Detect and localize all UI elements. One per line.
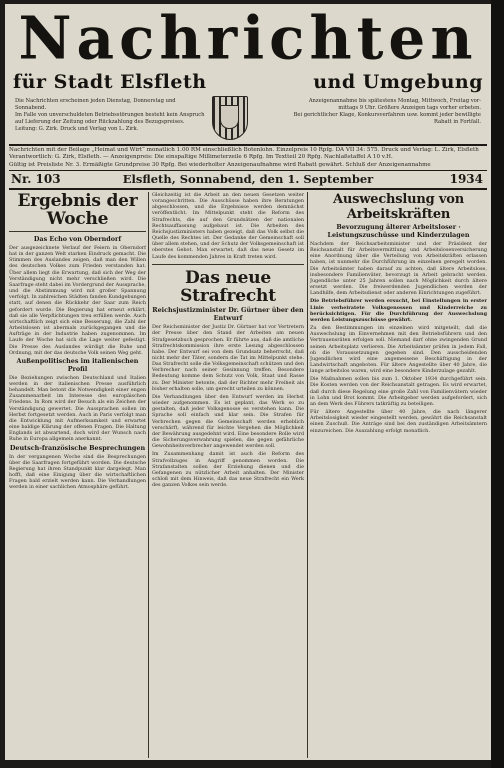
heading-criminal-law: Das neue Strafrecht (180, 268, 276, 307)
year: 1934 (449, 172, 483, 186)
strip-line: Verantwortlich: G. Zirk, Elsfleth. — Anzeigenpreis: Die einspaltige Millimeterzeile 6 Rpfg. Im Textteil 20 Rpfg. Nachlaßstaffel A 10 v.H. (9, 154, 393, 161)
dateline (9, 172, 487, 187)
strip-line: Nachrichten mit der Beilage „Heimat und Wirt“ monatlich 1.00 RM einschließlich Botenlohn. Einzelpreis 10 Rpfg. DA VII 34: 575. Druck und Verlag: L. Zirk, Elsfleth (9, 147, 479, 153)
info-line: Die Nachrichten erscheinen jeden Dienstag, Donnerstag und Sonnabend. (15, 98, 176, 111)
article-text: Zu den Bestimmungen im einzelnen wird mitgeteilt, daß die Auswechslung im Einvernehmen mit den Betriebsführern und den Vertrauensräten erfolgen soll. Niemand darf ohne zwingenden Grund seinen Arbeitsplatz verlieren. Die Arbeitsämter prüfen in jedem Fall, ob die Voraussetzungen gegeben sind. Den ausscheidenden Jugendlichen wird eine angemessene Beschäftigung in der Landwirtschaft angeboten. Für ältere Angestellte über 40 Jahre, die lange arbeitslos waren, wird eine besondere Kinderzulage gezahlt. (310, 325, 487, 375)
date-place: Elsfleth, Sonnabend, den 1. September (122, 172, 374, 186)
strip-line: Gültig ist Preisliste Nr. 3. Ermäßigte Grundpreise 30 Rpfg. Bei wiederholter Anzeigenaufnahme wird Rabatt gewährt. Schluß der Anzeigenannahme (9, 161, 431, 168)
subheading: Das Echo von Oberndorf (33, 235, 122, 243)
info-line: Bei gerichtlicher Klage, Konkursverfahren usw. kommt jeder bewilligte (293, 112, 481, 118)
article-text: Der ausgezeichnete Verlauf der Feiern in Oberndorf hat in der ganzen Welt starken Eindruck gemacht. Die Stimmen des Auslandes zeigen, daß man den Willen des deutschen Volkes zum Frieden verstanden hat. Über allem liegt die Erwartung, daß sich der Weg der Verständigung nicht mehr verschließen wird. Die Saarfrage steht dabei im Vordergrund der Aussprache, und die Abstimmung wird mit großer Spannung verfolgt. In zahlreichen Städten fanden Kundgebungen statt, auf denen die Rückkehr der Saar zum Reich gefordert wurde. Die Regierung hat erneut erklärt, daß sie alle Verpflichtungen treu erfüllen werde. Auch wirtschaftlich zeigt sich eine Besserung, die Zahl der Arbeitslosen ist abermals zurückgegangen und die Aufträge in der Industrie haben zugenommen. Im Laufe der Woche hat sich die Lage weiter gefestigt. Die Presse des Auslandes würdigt die Ruhe und Ordnung, mit der das deutsche Volk seinen Weg geht. (9, 245, 146, 356)
info-line: Rabatt in Fortfall. (434, 119, 481, 125)
article-text: Nachdem der Reichsarbeitsminister und der Präsident der Reichsanstalt für Arbeitsvermittlung und Arbeitslosenversicherung eine Anordnung über die Verteilung von Arbeitskräften erlassen haben, ist nunmehr die Durchführung im einzelnen geregelt worden. Die Arbeitsämter haben darauf zu achten, daß ältere Arbeitslose, insbesondere Familienväter, bevorzugt in Arbeit gebracht werden. Jugendliche unter 25 Jahren sollen nach Möglichkeit durch ältere ersetzt werden. Die freiwerdenden Jugendlichen werden der Landhilfe, dem Arbeitsdienst oder anderen Einrichtungen zugeführt. (310, 241, 487, 297)
article-text: Die Beziehungen zwischen Deutschland und Italien werden in der italienischen Presse ausführlich behandelt. Man betont die Notwendigkeit einer engen Zusammenarbeit im Interesse des europäischen Friedens. In Rom wird der Besuch als ein Zeichen der Verständigung gewertet. Die Aussprachen sollen im Herbst fortgesetzt werden. Auch in Paris verfolgt man die Entwicklung mit Aufmerksamkeit und erwartet eine baldige Klärung der offenen Fragen. Die Haltung Englands ist abwartend, doch wird der Wunsch nach Ruhe in Europa allgemein anerkannt. (9, 374, 146, 443)
info-line: mittags 9 Uhr. Größere Anzeigen tags vorher erbeten. (338, 105, 481, 111)
subheading: Bevorzugung älterer Arbeitsloser · Leistungszuschüsse und Kinderzulagen (327, 223, 470, 239)
divider (9, 188, 487, 190)
article-text: Die Maßnahmen sollen bis zum 1. Oktober 1934 durchgeführt sein. Die Kosten werden von der Reichsanstalt getragen. Es wird erwartet, daß durch diese Regelung eine große Zahl von Familienvätern wieder in Lohn und Brot kommt. Die Arbeitgeber werden aufgefordert, sich an dem Werk des Führers tatkräftig zu beteiligen. (310, 376, 487, 407)
masthead-title: Nachrichten (18, 4, 478, 73)
info-line: Leitung: G. Zirk. Druck und Verlag von L. Zirk. (15, 126, 139, 132)
divider (152, 264, 304, 266)
info-line: auf Lieferung der Zeitung oder Rückzahlung des Bezugspreises. (15, 119, 185, 125)
heading-workforce: Auswechslung von Arbeitskräften (333, 192, 464, 222)
column-criminal-law (152, 192, 304, 758)
article-text: Gleichzeitig ist die Arbeit an den neuen Gesetzen weiter vorangeschritten. Die Ausschüsse haben ihre Beratungen abgeschlossen, und die Ergebnisse werden demnächst veröffentlicht. Im Mittelpunkt steht die Reform des Strafrechts, die auf den Grundsätzen der nationalen Rechtsauffassung aufgebaut ist. Die Arbeiten des Reichsjustizministers haben gezeigt, daß das Volk selbst die Quelle des Rechtes ist. Der Gedanke der Gemeinschaft soll über allem stehen, und der Schutz der Volksgemeinschaft ist oberstes Gebot. Man erwartet, daß das neue Gesetz im Laufe des kommenden Jahres in Kraft treten wird. (152, 192, 304, 260)
article-text-bold: Die Betriebsführer werden ersucht, bei Einstellungen in erster Linie verheiratete Volksgenossen und Kinderreiche zu berücksichtigen. Für die Durchführung der Auswechslung werden Leistungszuschüsse gewährt. (310, 298, 487, 323)
column-week-summary (9, 192, 146, 758)
publication-info (15, 98, 205, 133)
column-rule (307, 192, 308, 758)
subheading: Deutsch-französische Besprechungen (9, 443, 146, 452)
subtitle-left: für Stadt Elsfleth (13, 71, 207, 93)
article-text: Die Verhandlungen über den Entwurf werden im Herbst wieder aufgenommen. Es ist geplant, das Werk so zu gestalten, daß jeder Volksgenosse es verstehen kann. Die Sprache soll einfach und klar sein. Die Strafen für Verbrechen gegen die Gemeinschaft werden erheblich verschärft, während für leichte Vergehen die Möglichkeit der Bewährung ausgedehnt wird. Eine besondere Rolle wird die Sicherungsverwahrung spielen, die gegen gefährliche Gewohnheitsverbrecher angewendet werden soll. (152, 393, 304, 450)
info-line: Im Falle von unverschuldeten Betriebsstörungen besteht kein Anspruch (15, 112, 205, 118)
issue-number: Nr. 103 (11, 172, 61, 186)
subtitle-right: und Umgebung (313, 71, 483, 93)
article-text: In der vergangenen Woche sind die Besprechungen über die Saarfragen fortgeführt worden. Die deutsche Regierung hat ihren Standpunkt klar dargelegt. Man hofft, daß eine Einigung über die wirtschaftlichen Fragen bald erzielt werden kann. Die Verhandlungen werden in einer sachlichen Atmosphäre geführt. (9, 453, 146, 491)
info-line: Anzeigenannahme bis spätestens Montag, Mittwoch, Freitag vor- (308, 98, 481, 104)
scan-edge (491, 0, 504, 768)
article-text: Der Reichsminister der Justiz Dr. Gürtner hat vor Vertretern der Presse über den Stand der Arbeiten am neuen Strafgesetzbuch gesprochen. Er führte aus, daß die amtliche Strafrechtskommission ihre erste Lesung abgeschlossen habe. Der Entwurf sei von dem Grundsatz beherrscht, daß nicht mehr der Täter, sondern die Tat im Mittelpunkt stehe. Das Strafrecht solle die Volksgemeinschaft schützen und den Verbrecher nach seiner Gesinnung treffen. Besondere Bedeutung komme dem Schutz von Volk, Staat und Rasse zu. Der Minister betonte, daß der Richter mehr Freiheit als bisher erhalten solle, um gerecht urteilen zu können. (152, 324, 304, 392)
subscription-strip (9, 147, 487, 169)
column-rule (148, 192, 149, 758)
newspaper-page (5, 4, 491, 760)
subheading: Reichsjustizminister Dr. Gürtner über den Entwurf (152, 306, 304, 323)
coat-of-arms-icon (212, 96, 248, 140)
divider (9, 170, 487, 171)
column-workforce (310, 192, 487, 758)
divider (9, 144, 487, 146)
article-text: Im Zusammenhang damit ist auch die Reform des Strafvollzuges in Angriff genommen worden. Die Strafanstalten sollen der Erziehung dienen und die Gefangenen zu nützlicher Arbeit anhalten. Der Minister schloß mit dem Hinweis, daß das neue Strafrecht ein Werk des ganzen Volkes sein werde. (152, 451, 304, 489)
masthead-subtitle (11, 70, 485, 94)
subheading: Außenpolitisches im italienischen Profil (16, 356, 139, 373)
divider (9, 231, 146, 232)
advertising-info (267, 98, 481, 126)
heading-week: Ergebnis der Woche (17, 192, 138, 229)
article-text: Für ältere Angestellte über 40 Jahre, die nach längerer Arbeitslosigkeit wieder eingestellt werden, gewährt die Reichsanstalt einen Zuschuß. Die Anträge sind bei den zuständigen Arbeitsämtern einzureichen. Die Auszahlung erfolgt monatlich. (310, 409, 487, 434)
